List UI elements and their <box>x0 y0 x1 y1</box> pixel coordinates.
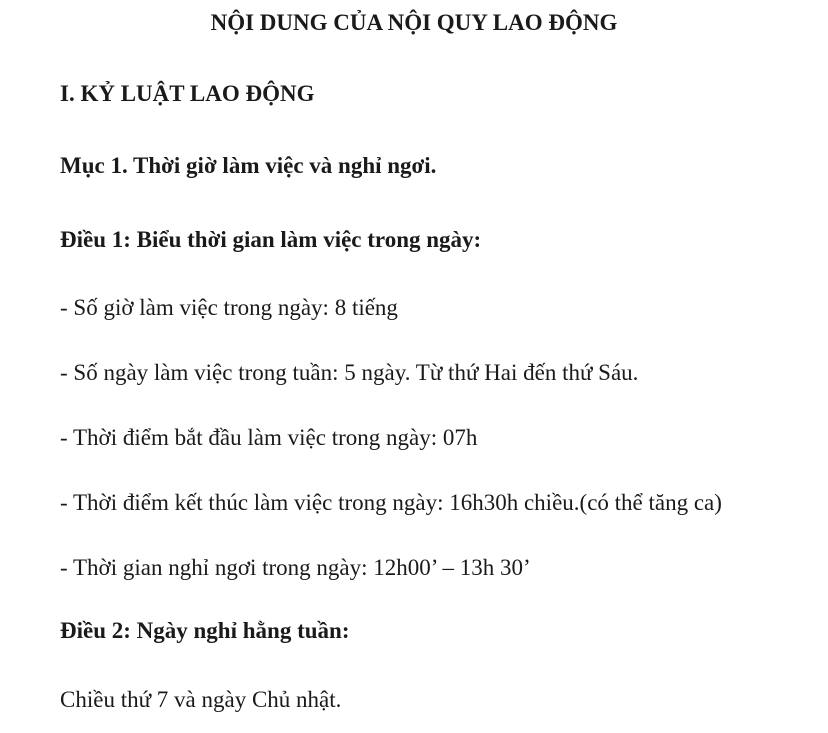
subsection-heading: Mục 1. Thời giờ làm việc và nghỉ ngơi. <box>60 153 437 178</box>
section-heading: I. KỶ LUẬT LAO ĐỘNG <box>60 81 315 106</box>
article-1-item-break-time: - Thời gian nghỉ ngơi trong ngày: 12h00’ – 13h 30’ <box>60 555 531 580</box>
article-1-heading: Điều 1: Biểu thời gian làm việc trong ngày: <box>60 227 482 252</box>
article-1-item-weekly-days: - Số ngày làm việc trong tuần: 5 ngày. Từ thứ Hai đến thứ Sáu. <box>60 360 639 385</box>
article-2-text: Chiều thứ 7 và ngày Chủ nhật. <box>60 687 342 712</box>
article-1-item-start-time: - Thời điểm bắt đầu làm việc trong ngày: 07h <box>60 425 478 450</box>
article-1-item-end-time: - Thời điểm kết thúc làm việc trong ngày: 16h30h chiều.(có thể tăng ca) <box>60 490 722 515</box>
article-2-heading: Điều 2: Ngày nghỉ hằng tuần: <box>60 618 350 643</box>
document-title: NỘI DUNG CỦA NỘI QUY LAO ĐỘNG <box>210 10 618 35</box>
article-1-item-daily-hours: - Số giờ làm việc trong ngày: 8 tiếng <box>60 295 398 320</box>
